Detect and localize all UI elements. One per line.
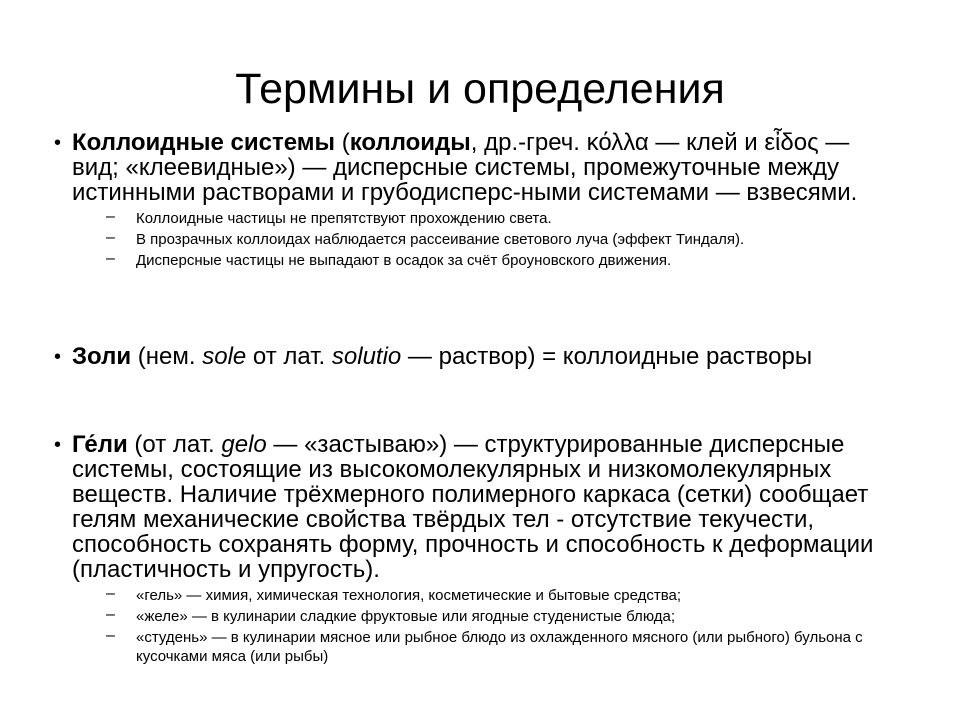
- sub-item: [72, 230, 892, 249]
- bullet-marker: •: [54, 346, 62, 368]
- sub-item-text: Дисперсные частицы не выпадают в осадок за счёт броуновского движения.: [136, 252, 672, 269]
- text-part: (: [335, 129, 350, 156]
- bullet-text: [72, 432, 892, 582]
- text-part: — раствор) = коллоидные растворы: [401, 343, 813, 370]
- latin-word: gelo: [221, 431, 267, 458]
- bullet-text: [72, 130, 892, 205]
- dash-marker: –: [106, 208, 115, 225]
- slide-title: Термины и определения: [235, 65, 725, 113]
- sub-list: [72, 209, 892, 270]
- text-part: от лат.: [246, 343, 332, 370]
- sub-item-text: «студень» — в кулинарии мясное или рыбное блюдо из охлажденного мясного (или рыбного) бульона с кусочками мяса (или рыбы): [136, 629, 863, 665]
- term-secondary: коллоиды: [349, 129, 471, 156]
- text-part: (нем.: [131, 343, 203, 370]
- sub-item: [72, 209, 892, 228]
- latin-word: sole: [202, 343, 247, 370]
- bullet-marker: •: [54, 132, 62, 154]
- term: Ге́ли: [72, 431, 128, 458]
- text-part: (от лат.: [127, 431, 222, 458]
- sub-item: [72, 251, 892, 270]
- dash-marker: –: [106, 229, 115, 246]
- bullet-colloid-systems: [54, 129, 892, 272]
- sub-item-text: В прозрачных коллоидах наблюдается рассеивание светового луча (эффект Тиндаля).: [136, 231, 745, 248]
- bullet-text: [72, 344, 892, 369]
- sub-item: [72, 607, 892, 626]
- sub-item: [72, 586, 892, 605]
- text-part: , др.-греч. κόλλα — клей и εἶδος — вид; «клеевидные») — дисперсные системы, промежуточные между истинными растворами и грубодисперс-ными системами — взвесями.: [72, 129, 858, 206]
- sub-item-text: «гель» — химия, химическая технология, косметические и бытовые средства;: [136, 587, 682, 604]
- term: Золи: [72, 343, 132, 370]
- bullet-sols: [54, 343, 892, 370]
- bullet-marker: •: [54, 434, 62, 456]
- dash-marker: –: [106, 585, 115, 602]
- dash-marker: –: [106, 627, 115, 644]
- text-part: — «застываю») — структурированные дисперсные системы, состоящие из высокомолекулярных и низкомолекулярных веществ. Наличие трёхмерного полимерного каркаса (сетки) сообщает гелям механические свойства твёрдых тел - отсутствие текучести, способность сохранять форму, прочность и способность к деформации (пластичность и упругость).: [72, 431, 874, 583]
- sub-item-text: Коллоидные частицы не препятствуют прохождению света.: [136, 210, 552, 227]
- sub-item: [72, 628, 892, 666]
- sub-list: [72, 586, 892, 666]
- bullet-gels: [54, 431, 892, 668]
- dash-marker: –: [106, 606, 115, 623]
- dash-marker: –: [106, 250, 115, 267]
- sub-item-text: «желе» — в кулинарии сладкие фруктовые или ягодные студенистые блюда;: [136, 608, 675, 625]
- term: Коллоидные системы: [72, 129, 336, 156]
- latin-word: solutio: [331, 343, 402, 370]
